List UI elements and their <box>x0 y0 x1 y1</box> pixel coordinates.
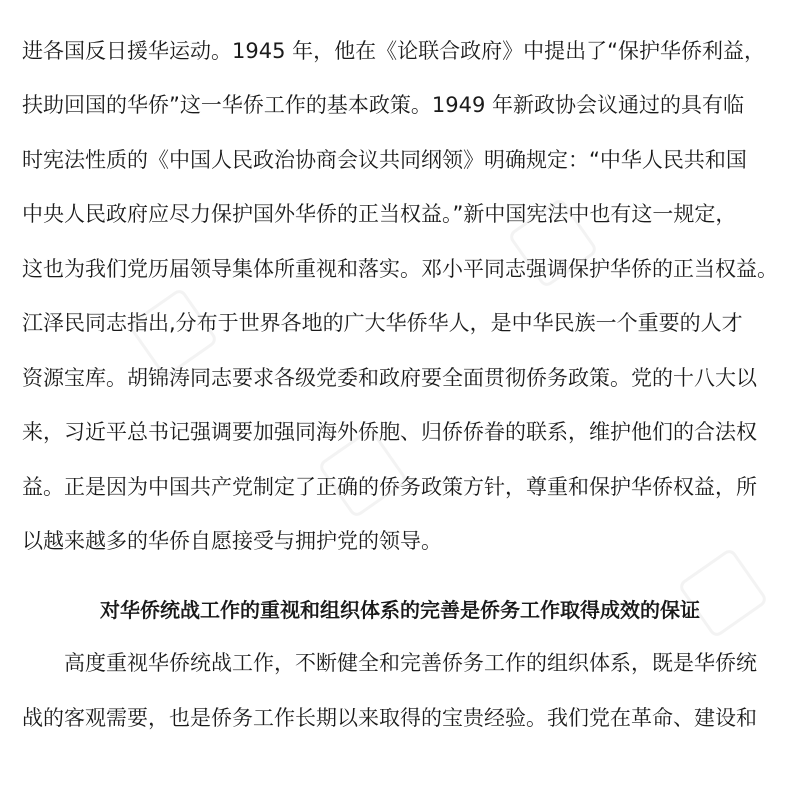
section-heading: 对华侨统战工作的重视和组织体系的完善是侨务工作取得成效的保证 <box>100 598 700 622</box>
cutoff-line-top <box>0 0 800 11</box>
text-line: 益。正是因为中国共产党制定了正确的侨务政策方针，尊重和保护华侨权益，所 <box>22 475 757 499</box>
text-line: 以越来越多的华侨自愿接受与拥护党的领导。 <box>22 529 442 553</box>
text-line: 时宪法性质的《中国人民政治协商会议共同纲领》明确规定：“中华人民共和国 <box>22 148 747 172</box>
watermark-shape <box>677 547 769 639</box>
text-line: 高度重视华侨统战工作，不断健全和完善侨务工作的组织体系，既是华侨统 <box>64 651 757 675</box>
text-line: 扶助回国的华侨”这一华侨工作的基本政策。1949 年新政协会议通过的具有临 <box>22 93 744 117</box>
text-line: 中央人民政府应尽力保护国外华侨的正当权益。”新中国宪法中也有这一规定， <box>22 202 737 226</box>
text-line: 资源宝库。胡锦涛同志要求各级党委和政府要全面贯彻侨务政策。党的十八大以 <box>22 366 757 390</box>
text-line: 江泽民同志指出,分布于世界各地的广大华侨华人，是中华民族一个重要的人才 <box>22 311 743 335</box>
text-line: 战的客观需要，也是侨务工作长期以来取得的宝贵经验。我们党在革命、建设和 <box>22 706 757 730</box>
text-line: 进各国反日援华运动。1945 年，他在《论联合政府》中提出了“保护华侨利益， <box>22 39 765 63</box>
text-line: 这也为我们党历届领导集体所重视和落实。邓小平同志强调保护华侨的正当权益。 <box>22 257 778 281</box>
text-line: 来，习近平总书记强调要加强同海外侨胞、归侨侨眷的联系，维护他们的合法权 <box>22 420 757 444</box>
